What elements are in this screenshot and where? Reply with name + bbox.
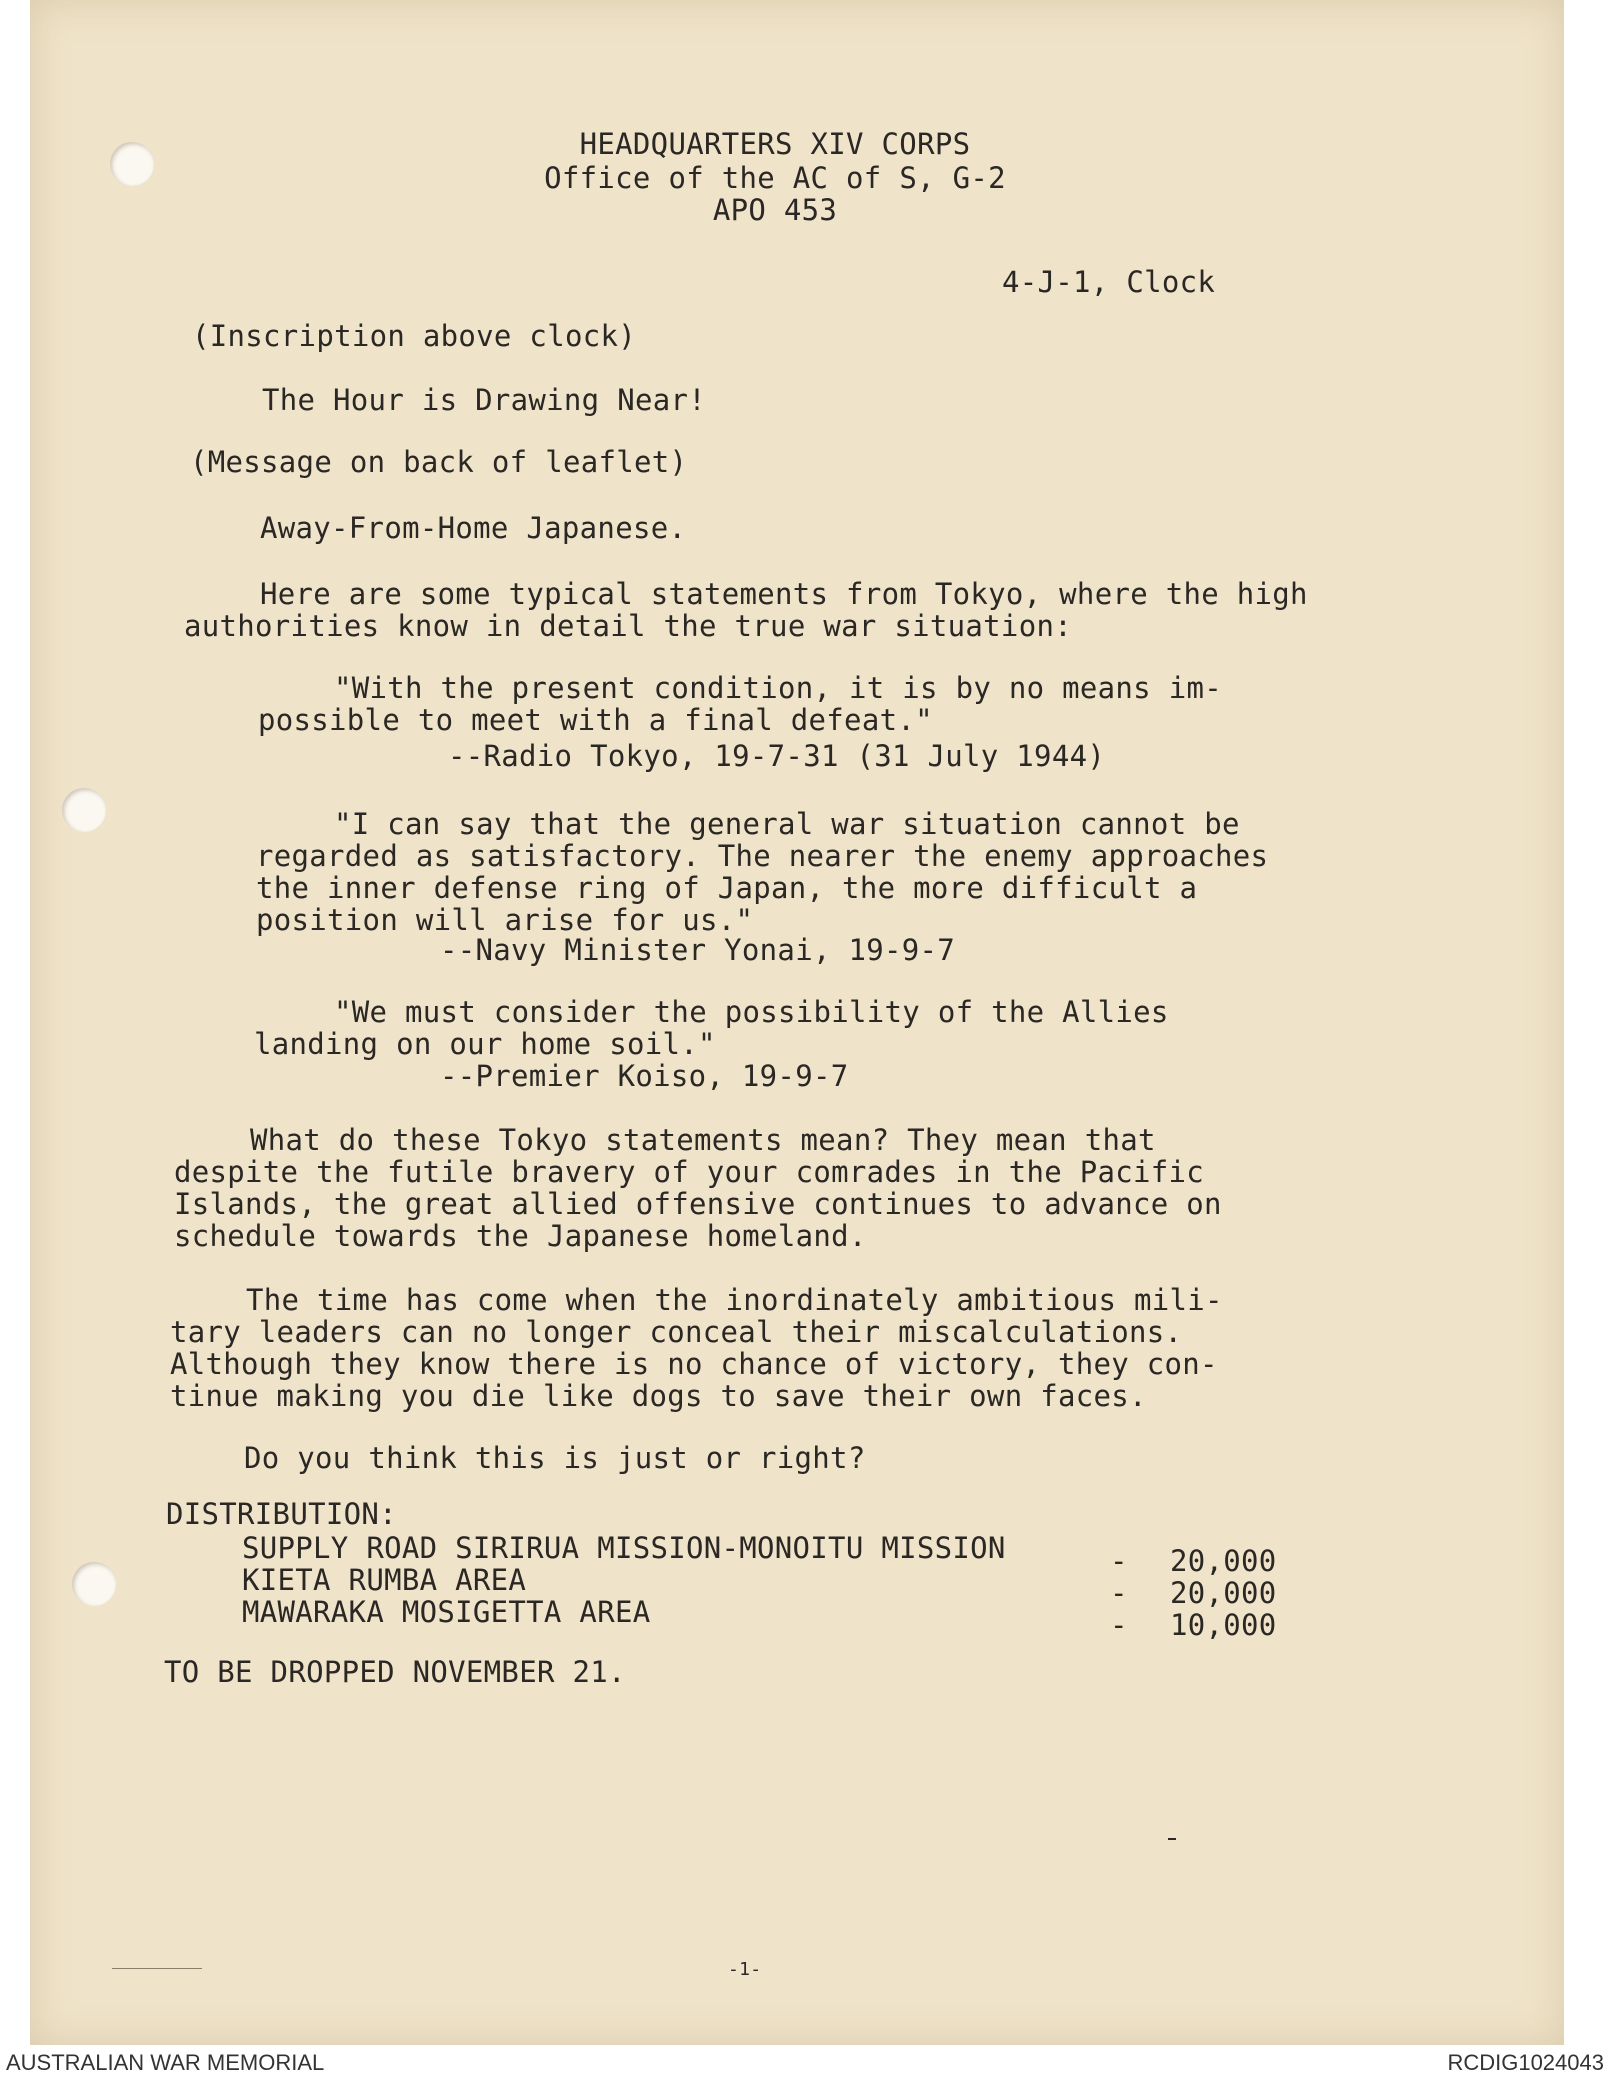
quote3-attribution: --Premier Koiso, 19-9-7 <box>440 1059 849 1093</box>
stray-line <box>112 1968 202 1969</box>
paragraph2-line: tinue making you die like dogs to save their own faces. <box>170 1379 1147 1413</box>
message-label: (Message on back of leaflet) <box>190 445 688 479</box>
distribution-dash: - <box>1110 1576 1128 1610</box>
document-reference: 4-J-1, Clock <box>1002 265 1216 299</box>
paragraph2-line: tary leaders can no longer conceal their miscalculations. <box>170 1315 1183 1349</box>
punch-hole-bottom <box>72 1562 116 1606</box>
inscription-text: The Hour is Drawing Near! <box>262 383 706 417</box>
distribution-count: 20,000 <box>1170 1576 1277 1610</box>
drop-date-note: TO BE DROPPED NOVEMBER 21. <box>164 1655 626 1689</box>
paragraph1-line: What do these Tokyo statements mean? They mean that <box>250 1123 1156 1157</box>
distribution-area: SUPPLY ROAD SIRIRUA MISSION-MONOITU MISSION <box>242 1531 1006 1565</box>
paragraph1-line: Islands, the great allied offensive continues to advance on <box>174 1187 1222 1221</box>
punch-hole-top <box>110 142 154 186</box>
paragraph1-line: schedule towards the Japanese homeland. <box>174 1219 867 1253</box>
quote3-line: landing on our home soil." <box>254 1027 716 1061</box>
paragraph2-line: The time has come when the inordinately ambitious mili- <box>246 1283 1223 1317</box>
salutation: Away-From-Home Japanese. <box>260 511 687 545</box>
stray-mark <box>1168 1838 1176 1840</box>
punch-hole-middle <box>62 788 106 832</box>
distribution-count: 20,000 <box>1170 1544 1277 1578</box>
quote1-line: possible to meet with a final defeat." <box>258 703 933 737</box>
distribution-count: 10,000 <box>1170 1608 1277 1642</box>
distribution-dash: - <box>1110 1544 1128 1578</box>
inscription-label: (Inscription above clock) <box>192 319 636 353</box>
intro-line: authorities know in detail the true war situation: <box>184 609 1072 643</box>
distribution-area: MAWARAKA MOSIGETTA AREA <box>242 1595 651 1629</box>
closing-question: Do you think this is just or right? <box>244 1441 866 1475</box>
distribution-label: DISTRIBUTION: <box>166 1497 397 1531</box>
quote2-attribution: --Navy Minister Yonai, 19-9-7 <box>440 933 956 967</box>
quote2-line: "I can say that the general war situation cannot be <box>334 807 1240 841</box>
quote2-line: the inner defense ring of Japan, the more difficult a <box>256 871 1198 905</box>
distribution-area: KIETA RUMBA AREA <box>242 1563 527 1597</box>
footer-identifier: RCDIG1024043 <box>1447 2050 1604 2075</box>
distribution-dash: - <box>1110 1608 1128 1642</box>
paragraph2-line: Although they know there is no chance of victory, they con- <box>170 1347 1218 1381</box>
header-line-3: APO 453 <box>712 193 838 227</box>
footer-source: AUSTRALIAN WAR MEMORIAL <box>6 2050 325 2075</box>
header-line-1: HEADQUARTERS XIV CORPS <box>579 127 971 161</box>
quote2-line: regarded as satisfactory. The nearer the enemy approaches <box>256 839 1269 873</box>
quote1-line: "With the present condition, it is by no means im- <box>334 671 1222 705</box>
quote2-line: position will arise for us." <box>256 903 754 937</box>
header-line-2: Office of the AC of S, G-2 <box>544 161 1006 195</box>
paragraph1-line: despite the futile bravery of your comrades in the Pacific <box>174 1155 1205 1189</box>
intro-line: Here are some typical statements from Tokyo, where the high <box>260 577 1308 611</box>
quote3-line: "We must consider the possibility of the Allies <box>334 995 1169 1029</box>
quote1-attribution: --Radio Tokyo, 19-7-31 (31 July 1944) <box>448 739 1106 773</box>
page-number: -1- <box>728 1959 762 1980</box>
